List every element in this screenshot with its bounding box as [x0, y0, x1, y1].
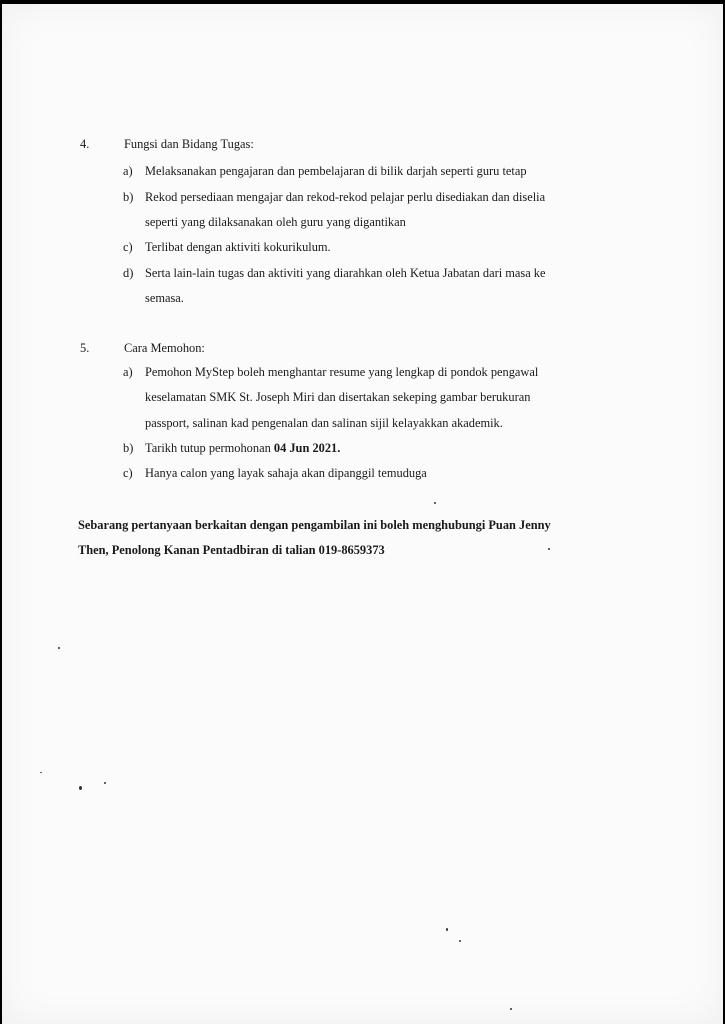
section-5-item-a-text-line1: Pemohon MyStep boleh menghantar resume yang lengkap di pondok pengawal	[145, 365, 539, 379]
scan-speck	[40, 772, 42, 773]
section-4-item-b-text-line2: seperti yang dilaksanakan oleh guru yang digantikan	[145, 215, 406, 229]
scan-speck	[510, 1008, 512, 1010]
closing-date: 04 Jun 2021.	[273, 441, 341, 455]
scan-speck	[548, 548, 550, 550]
section-4-item-d-label: d)	[123, 266, 134, 280]
section-4-item-b-text-line1: Rekod persediaan mengajar dan rekod-rekod pelajar perlu disediakan dan diselia	[145, 190, 546, 204]
closing-line-1: Sebarang pertanyaan berkaitan dengan pengambilan ini boleh menghubungi Puan Jenny	[78, 518, 551, 532]
section-4-item-c-text: Terlibat dengan aktiviti kokurikulum.	[145, 240, 331, 254]
section-4-item-b-label: b)	[123, 190, 134, 204]
scan-speck	[446, 928, 448, 931]
section-5-item-c-label: c)	[123, 466, 133, 480]
scan-speck	[104, 782, 106, 784]
scan-speck	[79, 786, 82, 790]
section-5-item-b-text	[145, 441, 340, 456]
section-5-heading: Cara Memohon:	[124, 341, 205, 355]
section-5-item-a-label: a)	[123, 365, 133, 379]
section-4-item-d-text-line1: Serta lain-lain tugas dan aktiviti yang diarahkan oleh Ketua Jabatan dari masa ke	[145, 266, 546, 280]
document-page	[2, 4, 723, 1024]
section-5-item-c-text: Hanya calon yang layak sahaja akan dipanggil temuduga	[145, 466, 427, 480]
section-5-item-b-label: b)	[123, 441, 134, 455]
section-5-number: 5.	[80, 341, 90, 355]
section-4-heading: Fungsi dan Bidang Tugas:	[124, 137, 254, 151]
section-4-item-c-label: c)	[123, 240, 133, 254]
scan-speck	[58, 647, 60, 649]
section-5-item-a-text-line3: passport, salinan kad pengenalan dan salinan sijil kelayakkan akademik.	[145, 416, 503, 430]
section-5-item-a-text-line2: keselamatan SMK St. Joseph Miri dan disertakan sekeping gambar berukuran	[145, 390, 531, 404]
scan-speck	[459, 940, 461, 942]
closing-line-2: Then, Penolong Kanan Pentadbiran di talian 019-8659373	[78, 543, 385, 557]
section-4-item-d-text-line2: semasa.	[145, 291, 184, 305]
section-4-item-a-text: Melaksanakan pengajaran dan pembelajaran di bilik darjah seperti guru tetap	[145, 164, 527, 178]
closing-date-label: Tarikh tutup permohonan	[145, 441, 271, 455]
scan-speck	[434, 502, 436, 504]
section-4-number: 4.	[80, 137, 90, 151]
section-4-item-a-label: a)	[123, 164, 133, 178]
